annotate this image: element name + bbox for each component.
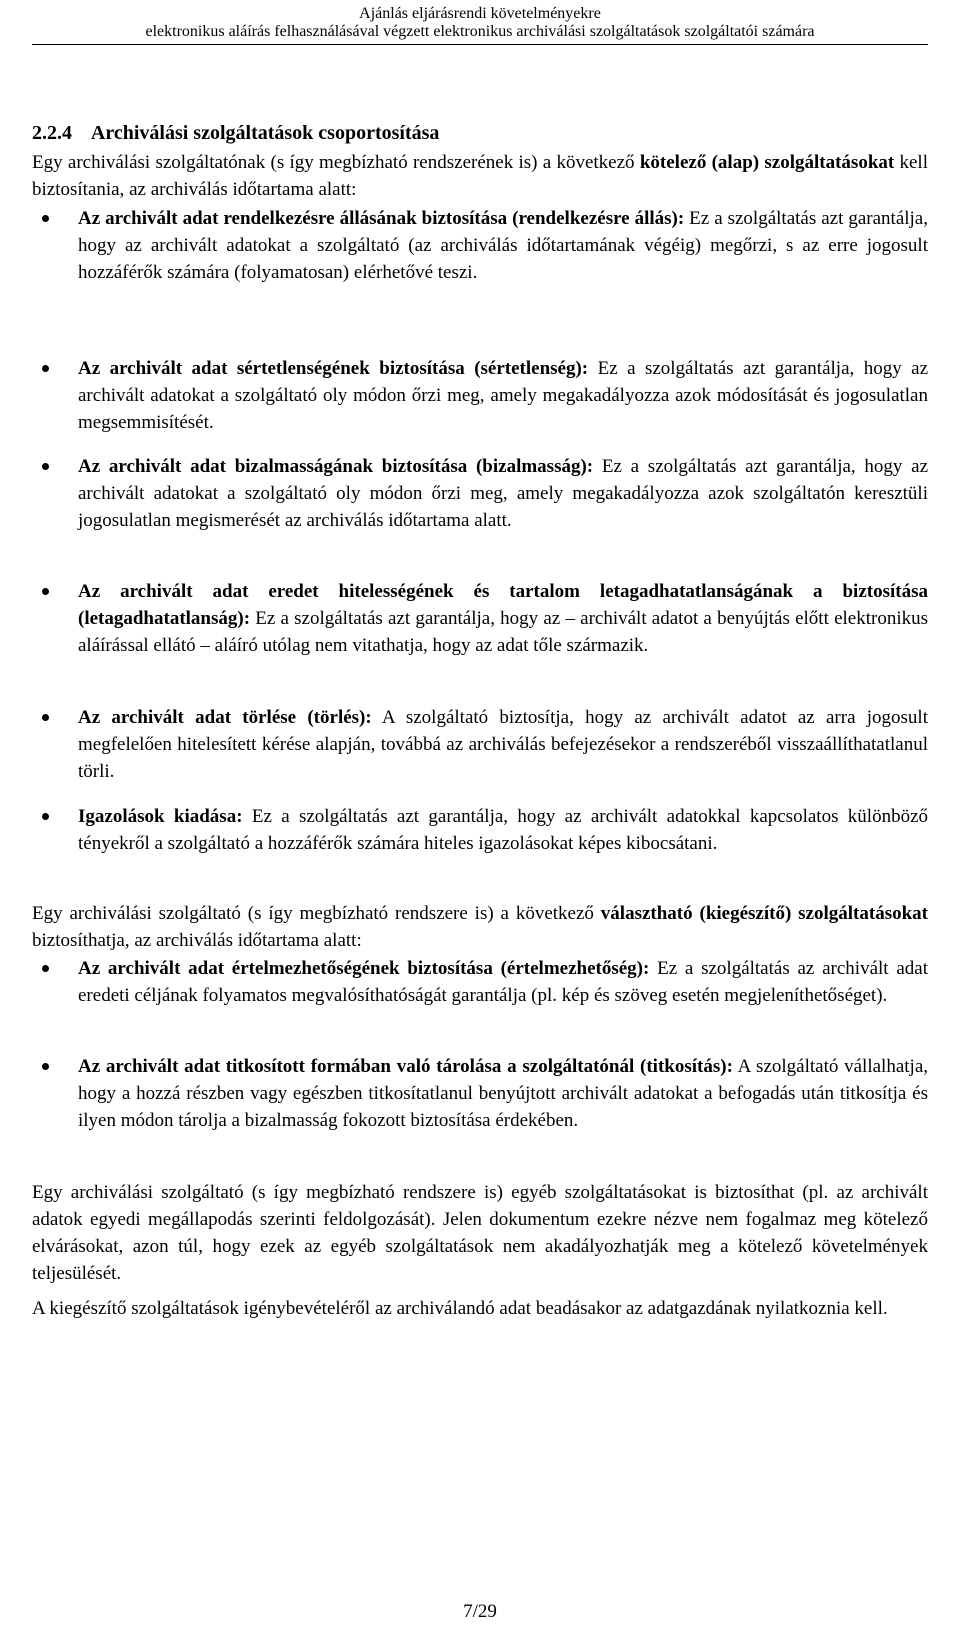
bullet-dot bbox=[42, 714, 49, 721]
intro-paragraph: Egy archiválási szolgáltatónak (s így megbízható rendszerének is) a következő kötelező (alap) szolgáltatásokat kell biztosítania, az archiválás időtartama alatt: bbox=[32, 152, 928, 200]
header-subtitle: elektronikus aláírás felhasználásával végzett elektronikus archiválási szolgáltatások szolgáltatói számára bbox=[145, 23, 815, 40]
bullet-dot bbox=[42, 965, 49, 972]
list-item: Igazolások kiadása: Ez a szolgáltatás azt garantálja, hogy az archivált adatokkal kapcsolatos különböző tényekről a szolgáltató a hozzáférők számára hiteles igazolásokat képes kibocsátani. bbox=[32, 803, 928, 857]
optional-bold-term: választható (kiegészítő) szolgáltatásokat bbox=[600, 903, 928, 924]
bullet-dot bbox=[42, 1063, 49, 1070]
list-item: Az archivált adat sértetlenségének biztosítása (sértetlenség): Ez a szolgáltatás azt garantálja, hogy az archivált adatokat a szolgáltató oly módon őrzi meg, amely megakadályozza azok módosítását és jogosulatlan megsemmisítését. bbox=[32, 355, 928, 436]
bullet-dot bbox=[42, 463, 49, 470]
optional-intro-paragraph: Egy archiválási szolgáltató (s így megbízható rendszere is) a következő választható (kiegészítő) szolgáltatásokat biztosíthatja, az archiválás időtartama alatt: bbox=[32, 903, 928, 951]
bullet-dot bbox=[42, 215, 49, 222]
list-item: Az archivált adat bizalmasságának biztosítása (bizalmasság): Ez a szolgáltatás azt garantálja, hogy az archivált adatokat a szolgáltató oly módon őrzi meg, amely megakadályozza azok szolgáltatón keresztüli jogosulatlan megismerését az archiválás időtartama alatt. bbox=[32, 453, 928, 534]
page-number: 7/29 bbox=[463, 1601, 497, 1622]
section-heading: 2.2.4 Archiválási szolgáltatások csoportosítása bbox=[32, 122, 440, 144]
bullet-dot bbox=[42, 813, 49, 820]
list-item: Az archivált adat eredet hitelességének és tartalom letagadhatatlanságának a biztosítása (letagadhatatlanság): Ez a szolgáltatás azt garantálja, hogy az – archivált adatot a benyújtás előtt elektronikus aláírással ellátó – aláíró utólag nem vitathatja, hogy az adat tőle származik. bbox=[32, 578, 928, 659]
declaration-paragraph: A kiegészítő szolgáltatások igénybevételéről az archiválandó adat beadásakor az adatgazdának nyilatkoznia kell. bbox=[32, 1298, 888, 1319]
header-title: Ajánlás eljárásrendi követelményekre bbox=[359, 5, 601, 22]
list-item: Az archivált adat rendelkezésre állásának biztosítása (rendelkezésre állás): Ez a szolgáltatás azt garantálja, hogy az archivált adatokat a szolgáltató (az archiválás időtartamának végéig) megőrzi, s az erre jogosult hozzáférők számára (folyamatosan) elérhetővé teszi. bbox=[32, 205, 928, 286]
other-services-paragraph: Egy archiválási szolgáltató (s így megbízható rendszere is) egyéb szolgáltatásokat is biztosíthat (pl. az archivált adatok egyedi megállapodás szerinti feldolgozását). Jelen dokumentum ezekre nézve nem fogalmaz meg kötelező elvárásokat, azon túl, hogy ezek az egyéb szolgáltatások nem akadályozhatják meg a kötelező követelmények teljesülését. bbox=[32, 1182, 928, 1284]
list-item: Az archivált adat törlése (törlés): A szolgáltató biztosítja, hogy az archivált adatot az arra jogosult megfelelően hitelesített kérése alapján, továbbá az archiválás befejezésekor a rendszeréből visszaállíthatatlanul törli. bbox=[32, 704, 928, 785]
list-item: Az archivált adat értelmezhetőségének biztosítása (értelmezhetőség): Ez a szolgáltatás az archivált adat eredeti céljának folyamatos megvalósíthatóságát garantálja (pl. kép és szöveg esetén megjeleníthetőséget). bbox=[32, 955, 928, 1009]
intro-bold-term: kötelező (alap) szolgáltatásokat bbox=[639, 152, 895, 173]
list-item: Az archivált adat titkosított formában való tárolása a szolgáltatónál (titkosítás): A szolgáltató vállalhatja, hogy a hozzá részben vagy egészben titkosítatlanul benyújtott archivált adatokat a befogadás után titkosítja és ilyen módon tárolja a bizalmasság fokozott biztosítása érdekében. bbox=[32, 1053, 928, 1134]
bullet-dot bbox=[42, 365, 49, 372]
header-rule bbox=[32, 44, 928, 45]
bullet-dot bbox=[42, 588, 49, 595]
